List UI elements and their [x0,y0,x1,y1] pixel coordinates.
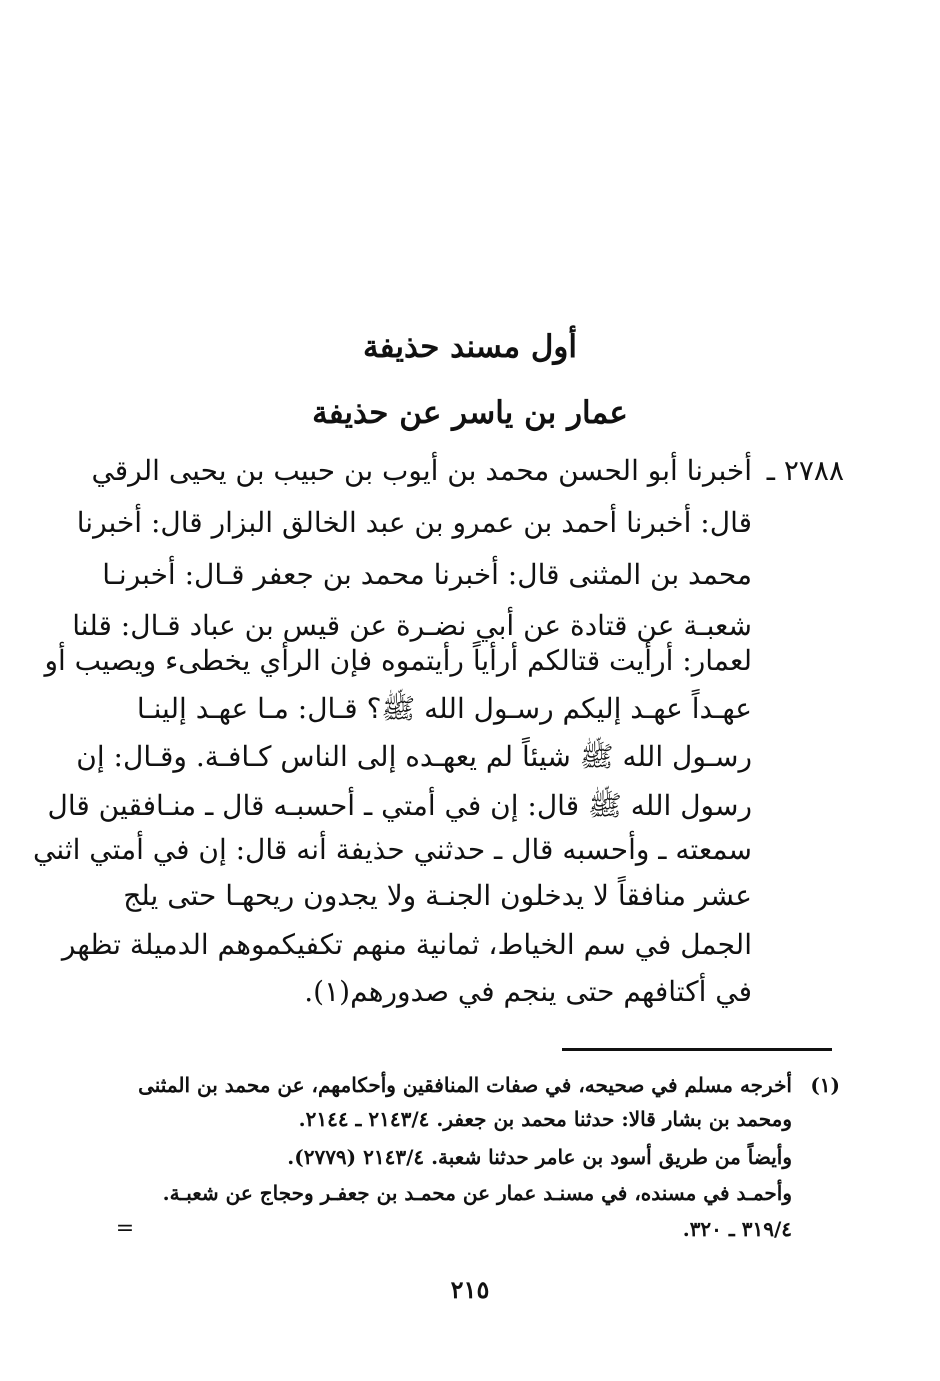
hadith-line: لعمار: أرأيت قتالكم أرأياً رأيتموه فإن الرأي يخطىء ويصيب أو [44,644,752,677]
continuation-mark: = [115,1216,135,1241]
hadith-number: ٢٧٨٨ ـ [766,454,844,487]
hadith-line: عشر منافقاً لا يدخلون الجنـة ولا يجدون ريحهـا حتى يلج [123,879,752,912]
footnote-marker: (١) [810,1073,840,1097]
footnote-separator [562,1048,832,1051]
hadith-line: الجمل في سم الخياط، ثمانية منهم تكفيكموهم الدميلة تظهر [61,928,752,961]
hadith-line: أخبرنا أبو الحسن محمد بن أيوب بن حبيب بن يحيى الرقي [91,454,752,487]
footnote-line: أخرجه مسلم في صحيحه، في صفات المنافقين وأحكامهم، عن محمد بن المثنى [138,1073,792,1097]
hadith-line: شعبـة عن قتادة عن أبي نضـرة عن قيس بن عباد قـال: قلنا [72,609,752,642]
footnote-line: وأيضاً من طريق أسود بن عامر حدثنا شعبة. ٢١٤٣/٤ (٢٧٧٩). [287,1145,792,1169]
hadith-line: رسـول الله ﷺ شيئاً لم يعهـده إلى الناس كـافـة. وقـال: إن [76,740,752,773]
hadith-line: رسول الله ﷺ قال: إن في أمتي ـ أحسبـه قال ـ منـافقين قال [47,789,752,822]
footnote-line: وأحمـد في مسنده، في مسنـد عمار عن محمـد بن جعفـر وحجاج عن شعبـة. [162,1181,792,1205]
hadith-line: في أكتافهم حتى ينجم في صدورهم(١). [304,975,752,1008]
page-number: ٢١٥ [450,1275,490,1304]
hadith-line: سمعته ـ وأحسبه قال ـ حدثني حذيفة أنه قال: إن في أمتي اثني [33,833,752,866]
hadith-line: محمد بن المثنى قال: أخبرنا محمد بن جعفر قـال: أخبرنـا [102,558,752,591]
section-title: أول مسند حذيفة [363,329,577,365]
section-subtitle: عمار بن ياسر عن حذيفة [312,395,628,431]
hadith-line: عهـداً عهـد إليكم رسـول الله ﷺ؟ قـال: مـا عهـد إلينـا [136,692,752,725]
hadith-line: قال: أخبرنا أحمد بن عمرو بن عبد الخالق البزار قال: أخبرنا [76,506,752,539]
footnote-line: ومحمد بن بشار قالا: حدثنا محمد بن جعفر. ٢١٤٣/٤ ـ ٢١٤٤. [298,1107,792,1131]
footnote-line: ٣١٩/٤ ـ ٣٢٠. [682,1217,792,1241]
